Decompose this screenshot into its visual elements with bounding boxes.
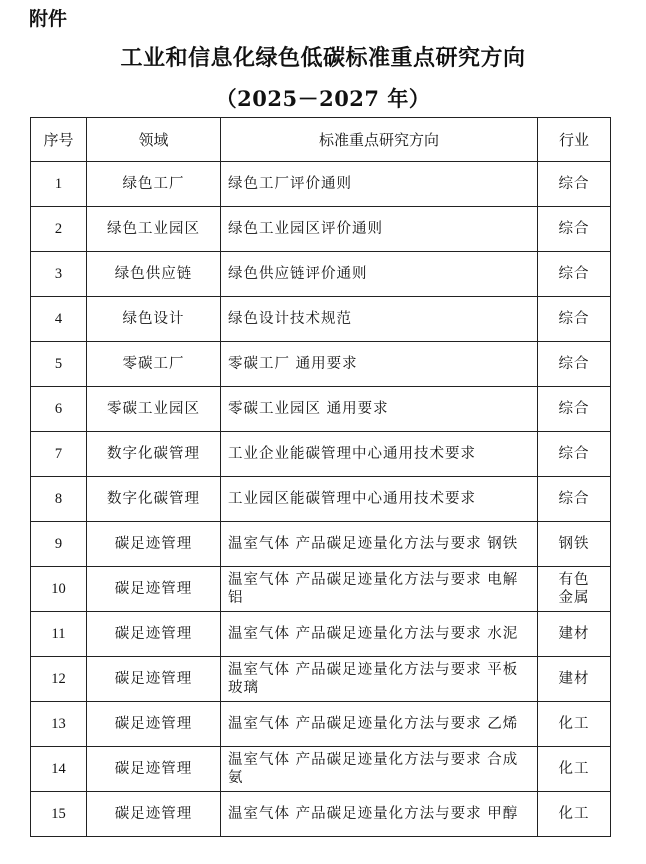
- cell-field: 绿色供应链: [87, 252, 221, 297]
- cell-industry-text: 综合: [558, 221, 590, 237]
- cell-industry-text: 建材: [558, 626, 590, 642]
- cell-industry-text: 综合: [558, 176, 590, 192]
- cell-industry-text: 化工: [558, 716, 590, 732]
- cell-direction: 温室气体 产品碳足迹量化方法与要求 甲醇: [221, 792, 538, 837]
- cell-no: 9: [31, 522, 87, 567]
- header-no: 序号: [31, 118, 87, 162]
- cell-industry-text: 钢铁: [558, 536, 590, 552]
- cell-direction: 绿色工厂评价通则: [221, 162, 538, 207]
- cell-industry: [538, 657, 611, 702]
- cell-direction: 温室气体 产品碳足迹量化方法与要求 平板玻璃: [221, 657, 538, 702]
- cell-direction: 工业园区能碳管理中心通用技术要求: [221, 477, 538, 522]
- cell-industry: [538, 522, 611, 567]
- cell-industry: [538, 342, 611, 387]
- cell-direction: 零碳工业园区 通用要求: [221, 387, 538, 432]
- cell-field: 零碳工业园区: [87, 387, 221, 432]
- document-title: 工业和信息化绿色低碳标准重点研究方向: [120, 45, 526, 71]
- cell-no: 7: [31, 432, 87, 477]
- cell-field: 零碳工厂: [87, 342, 221, 387]
- header-direction: 标准重点研究方向: [221, 118, 538, 162]
- cell-industry-text: 综合: [558, 401, 590, 417]
- cell-industry-text: 综合: [558, 356, 590, 372]
- table-row: [31, 567, 611, 612]
- cell-direction: 温室气体 产品碳足迹量化方法与要求 电解铝: [221, 567, 538, 612]
- cell-direction: 温室气体 产品碳足迹量化方法与要求 水泥: [221, 612, 538, 657]
- table-header-row: [31, 118, 611, 162]
- cell-direction: 绿色供应链评价通则: [221, 252, 538, 297]
- cell-industry: [538, 162, 611, 207]
- cell-direction: 温室气体 产品碳足迹量化方法与要求 钢铁: [221, 522, 538, 567]
- cell-no: 10: [31, 567, 87, 612]
- header-field: 领域: [87, 118, 221, 162]
- document-subtitle: （2025－2027 年）: [215, 86, 431, 111]
- cell-no: 5: [31, 342, 87, 387]
- cell-industry: [538, 702, 611, 747]
- table-row: [31, 252, 611, 297]
- cell-field: 碳足迹管理: [87, 747, 221, 792]
- cell-no: 11: [31, 612, 87, 657]
- cell-field: 碳足迹管理: [87, 792, 221, 837]
- table-body: [31, 162, 611, 837]
- cell-industry-text: 建材: [558, 671, 590, 687]
- table-row: [31, 792, 611, 837]
- table-row: [31, 747, 611, 792]
- cell-industry: [538, 747, 611, 792]
- table-row: [31, 342, 611, 387]
- header-industry: 行业: [538, 118, 611, 162]
- cell-industry-text: 有色金属: [558, 572, 590, 606]
- cell-no: 8: [31, 477, 87, 522]
- cell-direction: 温室气体 产品碳足迹量化方法与要求 合成氨: [221, 747, 538, 792]
- cell-no: 13: [31, 702, 87, 747]
- cell-field: 碳足迹管理: [87, 657, 221, 702]
- cell-direction: 绿色工业园区评价通则: [221, 207, 538, 252]
- cell-industry: [538, 207, 611, 252]
- cell-field: 数字化碳管理: [87, 432, 221, 477]
- table-row: [31, 162, 611, 207]
- table-row: [31, 297, 611, 342]
- cell-no: 14: [31, 747, 87, 792]
- cell-field: 碳足迹管理: [87, 702, 221, 747]
- cell-industry: [538, 792, 611, 837]
- cell-industry-text: 综合: [558, 266, 590, 282]
- cell-no: 1: [31, 162, 87, 207]
- cell-field: 绿色工业园区: [87, 207, 221, 252]
- cell-direction: 绿色设计技术规范: [221, 297, 538, 342]
- cell-direction: 零碳工厂 通用要求: [221, 342, 538, 387]
- cell-industry: [538, 252, 611, 297]
- cell-field: 碳足迹管理: [87, 522, 221, 567]
- cell-no: 3: [31, 252, 87, 297]
- cell-no: 2: [31, 207, 87, 252]
- cell-no: 12: [31, 657, 87, 702]
- attachment-label: 附件: [29, 8, 68, 30]
- cell-industry: [538, 387, 611, 432]
- table-row: [31, 612, 611, 657]
- table-row: [31, 522, 611, 567]
- cell-industry: [538, 432, 611, 477]
- cell-industry-text: 化工: [558, 761, 590, 777]
- cell-direction: 工业企业能碳管理中心通用技术要求: [221, 432, 538, 477]
- table-row: [31, 432, 611, 477]
- cell-direction: 温室气体 产品碳足迹量化方法与要求 乙烯: [221, 702, 538, 747]
- table-row: [31, 657, 611, 702]
- cell-industry: [538, 612, 611, 657]
- table-row: [31, 207, 611, 252]
- cell-industry-text: 综合: [558, 311, 590, 327]
- cell-industry-text: 综合: [558, 446, 590, 462]
- cell-field: 碳足迹管理: [87, 567, 221, 612]
- cell-industry-text: 综合: [558, 491, 590, 507]
- cell-no: 6: [31, 387, 87, 432]
- cell-industry: [538, 477, 611, 522]
- cell-field: 数字化碳管理: [87, 477, 221, 522]
- cell-no: 4: [31, 297, 87, 342]
- table-row: [31, 387, 611, 432]
- table-row: [31, 702, 611, 747]
- standards-table: [30, 117, 611, 837]
- cell-field: 碳足迹管理: [87, 612, 221, 657]
- cell-no: 15: [31, 792, 87, 837]
- cell-field: 绿色工厂: [87, 162, 221, 207]
- cell-field: 绿色设计: [87, 297, 221, 342]
- cell-industry: [538, 567, 611, 612]
- cell-industry-text: 化工: [558, 806, 590, 822]
- table-row: [31, 477, 611, 522]
- cell-industry: [538, 297, 611, 342]
